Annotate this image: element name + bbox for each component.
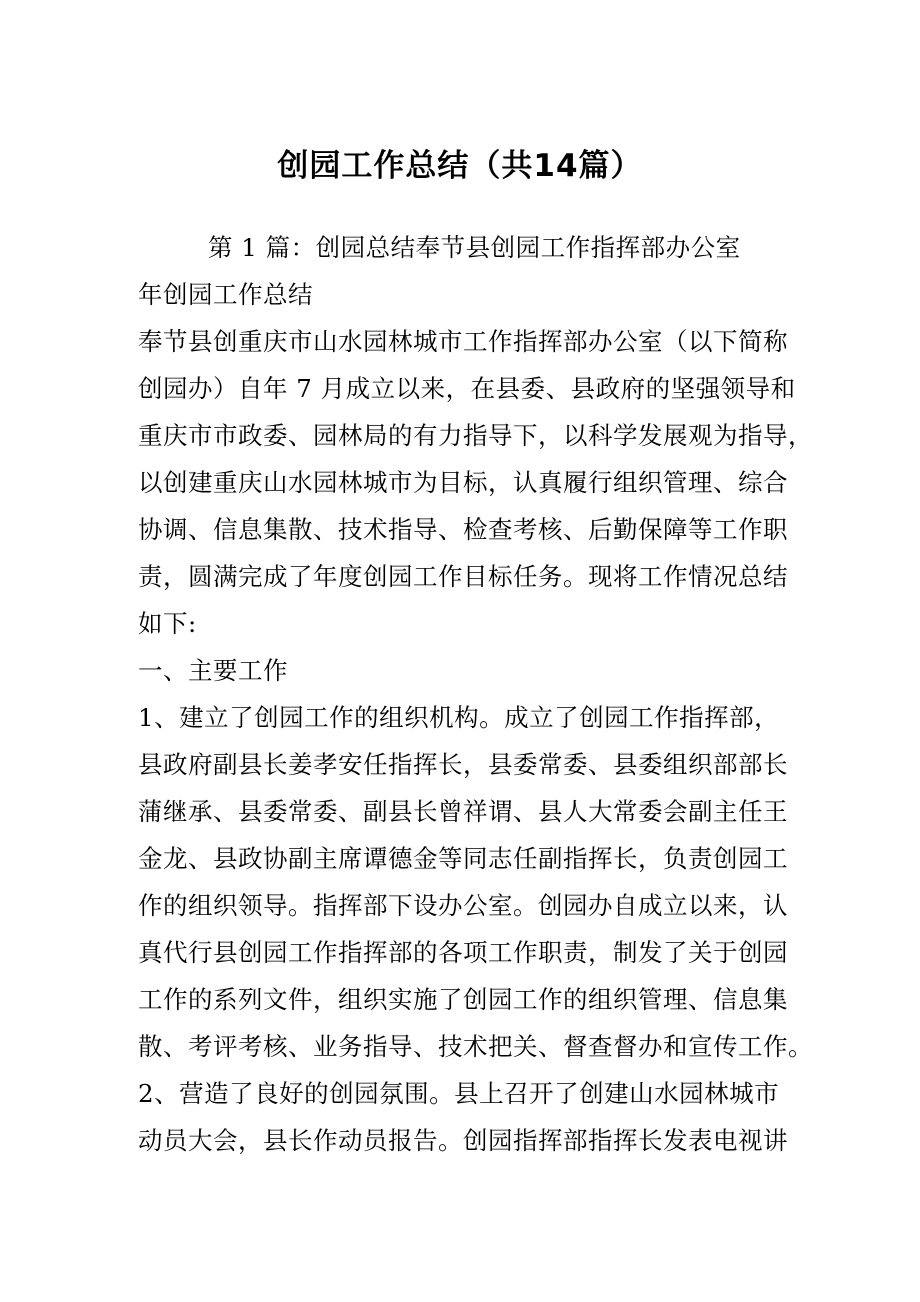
body-line: 真代行县创园工作指挥部的各项工作职责，制发了关于创园 (138, 938, 788, 967)
body-line: 县政府副县长姜孝安任指挥长，县委常委、县委组织部部长 (138, 750, 788, 779)
body-line: 金龙、县政协副主席谭德金等同志任副指挥长，负责创园工 (138, 844, 788, 873)
section-heading: 一、主要工作 (138, 656, 288, 685)
body-line: 以创建重庆山水园林城市为目标，认真履行组织管理、综合 (138, 468, 788, 497)
body-line: 如下: (138, 609, 197, 638)
document-body (138, 224, 813, 1164)
body-line: 责，圆满完成了年度创园工作目标任务。现将工作情况总结 (138, 562, 788, 591)
document-title: 创园工作总结（共14篇） (277, 148, 643, 184)
body-line: 工作的系列文件，组织实施了创园工作的组织管理、信息集 (138, 985, 788, 1014)
body-line: 散、考评考核、业务指导、技术把关、督查督办和宣传工作。 (138, 1032, 813, 1061)
body-line: 动员大会，县长作动员报告。创园指挥部指挥长发表电视讲 (138, 1126, 788, 1155)
body-line: 重庆市市政委、园林局的有力指导下，以科学发展观为指导， (138, 421, 813, 450)
body-line: 第 1 篇：创园总结奉节县创园工作指挥部办公室 (208, 233, 741, 262)
body-line: 协调、信息集散、技术指导、检查考核、后勤保障等工作职 (138, 515, 788, 544)
body-line: 年创园工作总结 (138, 280, 313, 309)
body-line: 作的组织领导。指挥部下设办公室。创园办自成立以来，认 (138, 891, 788, 920)
body-line: 创园办）自年 7 月成立以来，在县委、县政府的坚强领导和 (138, 374, 796, 403)
body-line: 1、建立了创园工作的组织机构。成立了创园工作指挥部， (138, 703, 780, 732)
body-line: 奉节县创重庆市山水园林城市工作指挥部办公室（以下简称 (138, 327, 788, 356)
body-line: 蒲继承、县委常委、副县长曾祥谓、县人大常委会副主任王 (138, 797, 788, 826)
body-line: 2、营造了良好的创园氛围。县上召开了创建山水园林城市 (138, 1079, 780, 1108)
